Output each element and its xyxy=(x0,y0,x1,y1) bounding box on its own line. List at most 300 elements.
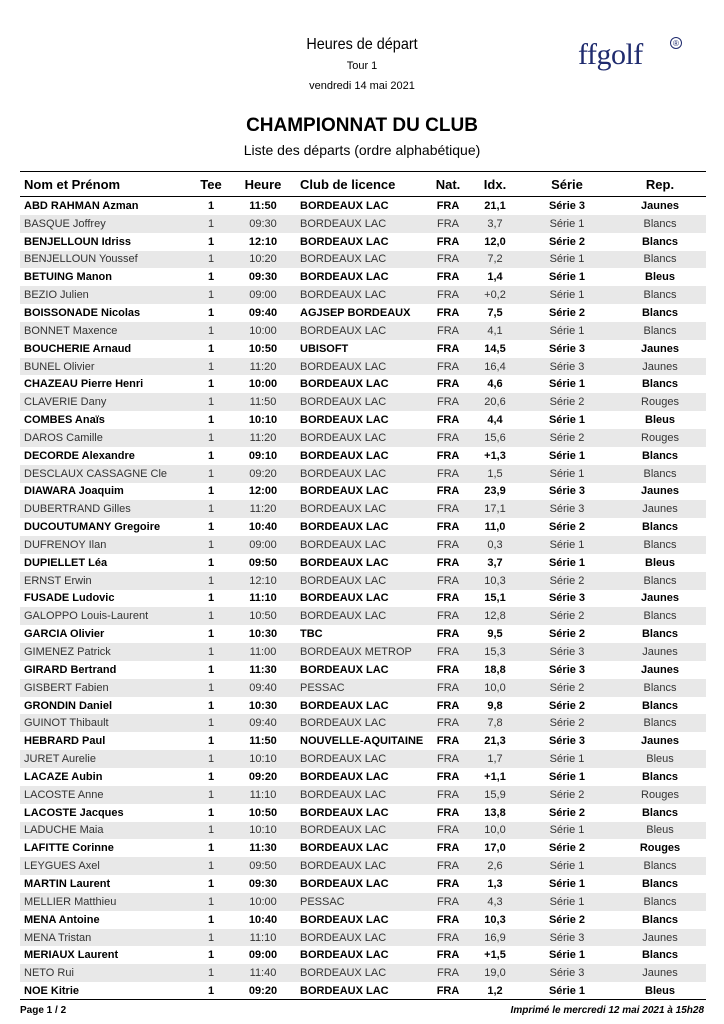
cell-tee: 1 xyxy=(192,251,230,269)
cell-name: DAROS Camille xyxy=(20,429,192,447)
cell-nat: FRA xyxy=(436,556,460,569)
cell-idx: 21,3 xyxy=(484,735,506,748)
cell-idx: 1,4 xyxy=(487,271,503,284)
cell-tee: 1 xyxy=(192,500,230,518)
cell-name: NETO Rui xyxy=(20,964,192,982)
cell-time: 11:10 xyxy=(230,929,296,947)
cell-serie: Série 1 xyxy=(520,322,614,340)
cell-nat: FRA xyxy=(436,842,460,855)
cell-club: BORDEAUX LAC xyxy=(300,770,389,783)
cell-rep: Blancs xyxy=(641,235,679,248)
cell-club: BORDEAUX LAC xyxy=(300,521,389,534)
cell-serie: Série 1 xyxy=(548,985,586,998)
cell-name: HEBRARD Paul xyxy=(24,735,106,748)
cell-idx: 12,8 xyxy=(470,607,520,625)
cell-time: 11:20 xyxy=(230,500,296,518)
cell-rep: Blancs xyxy=(614,893,706,911)
cell-serie: Série 2 xyxy=(520,429,614,447)
cell-name: BETUING Manon xyxy=(24,271,112,284)
cell-rep: Blancs xyxy=(641,378,679,391)
cell-idx: 21,1 xyxy=(484,199,506,212)
cell-tee: 1 xyxy=(192,572,230,590)
start-list-table xyxy=(20,171,706,1000)
cell-idx: +1,3 xyxy=(484,449,506,462)
cell-club: BORDEAUX LAC xyxy=(296,714,426,732)
table-row xyxy=(20,804,706,822)
cell-name: LACOSTE Anne xyxy=(20,786,192,804)
cell-rep: Blancs xyxy=(614,251,706,269)
cell-idx: 15,1 xyxy=(484,592,506,605)
cell-time: 12:00 xyxy=(248,485,278,498)
cell-idx: 10,0 xyxy=(470,679,520,697)
cell-idx: 4,3 xyxy=(470,893,520,911)
cell-nat: FRA xyxy=(426,750,470,768)
cell-club: AGJSEP BORDEAUX xyxy=(300,306,411,319)
cell-time: 10:50 xyxy=(248,342,278,355)
cell-tee: 1 xyxy=(207,735,215,748)
cell-idx: 7,5 xyxy=(487,306,503,319)
cell-nat: FRA xyxy=(426,358,470,376)
cell-tee: 1 xyxy=(192,429,230,447)
cell-tee: 1 xyxy=(207,806,215,819)
cell-tee: 1 xyxy=(207,770,215,783)
round-label: Tour 1 xyxy=(346,60,378,72)
cell-name: LACAZE Aubin xyxy=(24,770,103,783)
cell-time: 09:10 xyxy=(248,449,278,462)
cell-club: BORDEAUX LAC xyxy=(296,393,426,411)
cell-serie: Série 1 xyxy=(520,465,614,483)
cell-rep: Rouges xyxy=(614,786,706,804)
cell-idx: 17,0 xyxy=(484,842,506,855)
cell-name: GALOPPO Louis-Laurent xyxy=(20,607,192,625)
cell-idx: 12,0 xyxy=(484,235,506,248)
cell-nat: FRA xyxy=(426,251,470,269)
cell-tee: 1 xyxy=(207,378,215,391)
cell-rep: Blancs xyxy=(641,913,679,926)
cell-rep: Bleus xyxy=(645,556,675,569)
table-row xyxy=(20,340,706,358)
table-row xyxy=(20,554,706,572)
table-row xyxy=(20,251,706,269)
col-nat: Nat. xyxy=(426,172,470,197)
cell-tee: 1 xyxy=(192,286,230,304)
cell-club: BORDEAUX LAC xyxy=(300,663,389,676)
cell-idx: 10,3 xyxy=(484,913,506,926)
cell-club: UBISOFT xyxy=(300,342,349,355)
cell-name: DUPIELLET Léa xyxy=(24,556,108,569)
cell-serie: Série 2 xyxy=(548,913,586,926)
table-row xyxy=(20,429,706,447)
cell-serie: Série 3 xyxy=(520,643,614,661)
cell-nat: FRA xyxy=(426,822,470,840)
cell-idx: 3,7 xyxy=(470,215,520,233)
cell-serie: Série 2 xyxy=(548,235,586,248)
cell-serie: Série 2 xyxy=(520,786,614,804)
cell-nat: FRA xyxy=(426,215,470,233)
cell-idx: 9,5 xyxy=(487,628,503,641)
cell-name: BUNEL Olivier xyxy=(20,358,192,376)
cell-nat: FRA xyxy=(436,592,460,605)
cell-club: BORDEAUX LAC xyxy=(296,750,426,768)
cell-time: 11:50 xyxy=(249,735,277,748)
cell-name: BEZIO Julien xyxy=(20,286,192,304)
cell-serie: Série 3 xyxy=(548,663,586,676)
cell-nat: FRA xyxy=(426,322,470,340)
cell-idx: 3,7 xyxy=(487,556,503,569)
table-row xyxy=(20,822,706,840)
cell-serie: Série 1 xyxy=(520,536,614,554)
cell-idx: 17,1 xyxy=(470,500,520,518)
cell-serie: Série 2 xyxy=(520,679,614,697)
cell-rep: Rouges xyxy=(639,842,681,855)
cell-club: BORDEAUX LAC xyxy=(300,842,389,855)
cell-time: 12:10 xyxy=(230,572,296,590)
cell-rep: Blancs xyxy=(641,306,679,319)
cell-time: 11:30 xyxy=(249,663,277,676)
cell-rep: Jaunes xyxy=(614,929,706,947)
cell-time: 10:10 xyxy=(230,822,296,840)
cell-idx: 23,9 xyxy=(484,485,506,498)
table-row xyxy=(20,197,706,215)
cell-name: LEYGUES Axel xyxy=(20,857,192,875)
cell-idx: +1,5 xyxy=(484,949,506,962)
cell-time: 10:00 xyxy=(248,378,278,391)
cell-club: BORDEAUX LAC xyxy=(300,485,389,498)
table-row xyxy=(20,732,706,750)
cell-nat: FRA xyxy=(436,770,460,783)
cell-time: 11:10 xyxy=(249,592,277,605)
cell-club: PESSAC xyxy=(296,893,426,911)
cell-idx: 1,5 xyxy=(470,465,520,483)
cell-tee: 1 xyxy=(207,877,215,890)
cell-time: 11:50 xyxy=(249,199,277,212)
cell-tee: 1 xyxy=(207,628,215,641)
cell-time: 11:10 xyxy=(230,786,296,804)
table-row xyxy=(20,679,706,697)
cell-club: BORDEAUX LAC xyxy=(300,699,389,712)
cell-club: BORDEAUX LAC xyxy=(300,199,389,212)
page-number: Page 1 / 2 xyxy=(20,1005,67,1016)
cell-idx: +1,1 xyxy=(484,770,506,783)
cell-name: GISBERT Fabien xyxy=(20,679,192,697)
cell-name: BENJELLOUN Idriss xyxy=(24,235,131,248)
cell-club: BORDEAUX LAC xyxy=(296,929,426,947)
cell-rep: Blancs xyxy=(641,449,679,462)
cell-club: BORDEAUX LAC xyxy=(296,572,426,590)
cell-serie: Série 3 xyxy=(548,342,586,355)
table-row xyxy=(20,375,706,393)
table-row xyxy=(20,714,706,732)
cell-serie: Série 1 xyxy=(520,857,614,875)
table-row xyxy=(20,857,706,875)
cell-rep: Blancs xyxy=(641,806,679,819)
cell-name: LAFITTE Corinne xyxy=(24,842,114,855)
cell-serie: Série 2 xyxy=(548,521,586,534)
cell-tee: 1 xyxy=(192,893,230,911)
cell-time: 10:40 xyxy=(248,913,278,926)
cell-club: BORDEAUX LAC xyxy=(296,322,426,340)
cell-idx: 4,6 xyxy=(487,378,503,391)
cell-time: 09:40 xyxy=(248,306,278,319)
table-row xyxy=(20,697,706,715)
cell-rep: Blancs xyxy=(641,877,679,890)
cell-name: GIRARD Bertrand xyxy=(24,663,117,676)
cell-nat: FRA xyxy=(436,699,460,712)
cell-idx: 10,3 xyxy=(470,572,520,590)
cell-nat: FRA xyxy=(436,342,460,355)
table-row xyxy=(20,518,706,536)
cell-rep: Blancs xyxy=(641,770,679,783)
cell-time: 09:00 xyxy=(230,536,296,554)
cell-time: 10:10 xyxy=(248,414,278,427)
cell-club: BORDEAUX LAC xyxy=(296,964,426,982)
cell-name: ABD RAHMAN Azman xyxy=(24,199,139,212)
cell-club: BORDEAUX LAC xyxy=(300,806,389,819)
table-row xyxy=(20,483,706,501)
cell-name: NOE Kitrie xyxy=(24,985,80,998)
cell-club: TBC xyxy=(300,628,323,641)
cell-club: PESSAC xyxy=(296,679,426,697)
cell-time: 09:30 xyxy=(248,271,278,284)
cell-rep: Bleus xyxy=(645,271,675,284)
cell-time: 10:40 xyxy=(248,521,278,534)
cell-tee: 1 xyxy=(192,322,230,340)
cell-serie: Série 3 xyxy=(520,358,614,376)
cell-tee: 1 xyxy=(192,714,230,732)
cell-name: ERNST Erwin xyxy=(20,572,192,590)
cell-tee: 1 xyxy=(207,592,215,605)
cell-name: DESCLAUX CASSAGNE Cle xyxy=(20,465,192,483)
table-row xyxy=(20,500,706,518)
cell-name: GRONDIN Daniel xyxy=(24,699,113,712)
cell-tee: 1 xyxy=(207,414,215,427)
table-row xyxy=(20,893,706,911)
table-row xyxy=(20,393,706,411)
cell-idx: 2,6 xyxy=(470,857,520,875)
cell-name: DUFRENOY Ilan xyxy=(20,536,192,554)
cell-tee: 1 xyxy=(192,964,230,982)
cell-time: 11:20 xyxy=(230,429,296,447)
cell-nat: FRA xyxy=(426,286,470,304)
cell-time: 10:50 xyxy=(248,806,278,819)
table-row xyxy=(20,964,706,982)
cell-club: BORDEAUX LAC xyxy=(300,235,389,248)
cell-nat: FRA xyxy=(436,271,460,284)
cell-nat: FRA xyxy=(436,414,460,427)
col-time: Heure xyxy=(230,172,296,197)
table-row xyxy=(20,661,706,679)
cell-idx: 10,0 xyxy=(470,822,520,840)
cell-name: GARCIA Olivier xyxy=(24,628,105,641)
cell-tee: 1 xyxy=(192,857,230,875)
cell-nat: FRA xyxy=(426,929,470,947)
cell-rep: Blancs xyxy=(614,536,706,554)
cell-tee: 1 xyxy=(192,536,230,554)
list-subtitle: Liste des départs (ordre alphabétique) xyxy=(243,142,481,158)
cell-nat: FRA xyxy=(426,857,470,875)
cell-tee: 1 xyxy=(207,449,215,462)
cell-rep: Blancs xyxy=(614,286,706,304)
cell-idx: 0,3 xyxy=(470,536,520,554)
cell-rep: Bleus xyxy=(614,822,706,840)
cell-tee: 1 xyxy=(207,485,215,498)
cell-nat: FRA xyxy=(436,877,460,890)
cell-name: COMBES Anaïs xyxy=(24,414,105,427)
cell-time: 11:50 xyxy=(230,393,296,411)
cell-nat: FRA xyxy=(436,628,460,641)
cell-nat: FRA xyxy=(436,913,460,926)
cell-club: BORDEAUX LAC xyxy=(296,822,426,840)
cell-rep: Bleus xyxy=(614,750,706,768)
cell-idx: 18,8 xyxy=(484,663,506,676)
cell-rep: Blancs xyxy=(614,572,706,590)
competition-title: CHAMPIONNAT DU CLUB xyxy=(246,115,478,136)
cell-nat: FRA xyxy=(426,714,470,732)
table-row xyxy=(20,911,706,929)
cell-serie: Série 3 xyxy=(520,929,614,947)
cell-serie: Série 2 xyxy=(548,306,586,319)
cell-club: BORDEAUX LAC xyxy=(300,592,389,605)
cell-rep: Blancs xyxy=(614,679,706,697)
cell-serie: Série 3 xyxy=(548,592,586,605)
cell-time: 10:20 xyxy=(230,251,296,269)
cell-serie: Série 3 xyxy=(548,485,586,498)
cell-time: 09:20 xyxy=(248,985,278,998)
table-header-row xyxy=(20,172,706,197)
cell-idx: 1,7 xyxy=(470,750,520,768)
cell-name: BONNET Maxence xyxy=(20,322,192,340)
table-row xyxy=(20,536,706,554)
cell-serie: Série 1 xyxy=(548,414,586,427)
table-row xyxy=(20,875,706,893)
cell-rep: Jaunes xyxy=(641,342,679,355)
cell-time: 10:30 xyxy=(248,628,278,641)
ffgolf-logo: ffgolf xyxy=(578,38,643,71)
cell-time: 10:00 xyxy=(230,893,296,911)
cell-name: BENJELLOUN Youssef xyxy=(20,251,192,269)
cell-rep: Blancs xyxy=(614,714,706,732)
cell-time: 09:20 xyxy=(248,770,278,783)
cell-nat: FRA xyxy=(436,199,460,212)
cell-name: CHAZEAU Pierre Henri xyxy=(24,378,144,391)
cell-club: BORDEAUX METROP xyxy=(296,643,426,661)
date-label: vendredi 14 mai 2021 xyxy=(309,80,415,92)
cell-nat: FRA xyxy=(436,306,460,319)
cell-rep: Rouges xyxy=(614,393,706,411)
table-row xyxy=(20,786,706,804)
table-row xyxy=(20,750,706,768)
cell-nat: FRA xyxy=(426,429,470,447)
cell-serie: Série 1 xyxy=(548,271,586,284)
cell-idx: 4,1 xyxy=(470,322,520,340)
cell-idx: 19,0 xyxy=(470,964,520,982)
cell-name: LACOSTE Jacques xyxy=(24,806,124,819)
cell-nat: FRA xyxy=(426,679,470,697)
cell-time: 10:00 xyxy=(230,322,296,340)
cell-serie: Série 1 xyxy=(548,877,586,890)
cell-nat: FRA xyxy=(426,643,470,661)
cell-idx: 20,6 xyxy=(470,393,520,411)
cell-idx: 11,0 xyxy=(484,521,506,534)
cell-serie: Série 1 xyxy=(520,215,614,233)
cell-club: BORDEAUX LAC xyxy=(300,949,389,962)
cell-time: 10:30 xyxy=(248,699,278,712)
cell-name: BOISSONADE Nicolas xyxy=(24,306,141,319)
cell-tee: 1 xyxy=(207,699,215,712)
cell-tee: 1 xyxy=(192,786,230,804)
cell-rep: Blancs xyxy=(641,628,679,641)
table-row xyxy=(20,982,706,1000)
cell-serie: Série 3 xyxy=(520,500,614,518)
cell-club: BORDEAUX LAC xyxy=(300,556,389,569)
cell-club: BORDEAUX LAC xyxy=(296,607,426,625)
cell-serie: Série 1 xyxy=(548,770,586,783)
cell-tee: 1 xyxy=(207,199,215,212)
table-row xyxy=(20,304,706,322)
cell-nat: FRA xyxy=(436,985,460,998)
cell-name: CLAVERIE Dany xyxy=(20,393,192,411)
cell-idx: 16,4 xyxy=(470,358,520,376)
cell-serie: Série 2 xyxy=(520,393,614,411)
cell-time: 11:00 xyxy=(230,643,296,661)
cell-rep: Blancs xyxy=(614,215,706,233)
cell-rep: Blancs xyxy=(641,521,679,534)
cell-time: 11:20 xyxy=(230,358,296,376)
cell-club: BORDEAUX LAC xyxy=(296,857,426,875)
cell-name: FUSADE Ludovic xyxy=(24,592,115,605)
cell-rep: Jaunes xyxy=(614,964,706,982)
cell-name: DECORDE Alexandre xyxy=(24,449,135,462)
cell-serie: Série 2 xyxy=(548,842,586,855)
col-club: Club de licence xyxy=(296,172,426,197)
cell-serie: Série 2 xyxy=(548,699,586,712)
cell-rep: Jaunes xyxy=(641,592,679,605)
cell-time: 09:30 xyxy=(248,877,278,890)
cell-rep: Jaunes xyxy=(641,485,679,498)
cell-tee: 1 xyxy=(207,235,215,248)
cell-serie: Série 2 xyxy=(520,607,614,625)
cell-club: NOUVELLE-AQUITAINE xyxy=(300,735,424,748)
cell-nat: FRA xyxy=(436,378,460,391)
cell-club: BORDEAUX LAC xyxy=(300,877,389,890)
cell-serie: Série 1 xyxy=(520,286,614,304)
cell-club: BORDEAUX LAC xyxy=(296,536,426,554)
cell-time: 09:30 xyxy=(230,215,296,233)
cell-nat: FRA xyxy=(426,572,470,590)
cell-serie: Série 1 xyxy=(520,893,614,911)
cell-time: 12:10 xyxy=(248,235,278,248)
cell-idx: 1,2 xyxy=(487,985,503,998)
cell-tee: 1 xyxy=(192,393,230,411)
cell-serie: Série 3 xyxy=(548,199,586,212)
cell-club: BORDEAUX LAC xyxy=(296,786,426,804)
cell-tee: 1 xyxy=(207,913,215,926)
cell-nat: FRA xyxy=(426,786,470,804)
cell-serie: Série 2 xyxy=(520,572,614,590)
cell-club: BORDEAUX LAC xyxy=(300,378,389,391)
document-title: Heures de départ xyxy=(306,36,418,53)
cell-nat: FRA xyxy=(436,806,460,819)
document-header xyxy=(0,0,724,170)
table-row xyxy=(20,607,706,625)
cell-nat: FRA xyxy=(426,393,470,411)
registered-mark-icon: ® xyxy=(670,37,682,49)
cell-rep: Jaunes xyxy=(614,500,706,518)
cell-club: BORDEAUX LAC xyxy=(300,913,389,926)
cell-name: BASQUE Joffrey xyxy=(20,215,192,233)
cell-name: JURET Aurelie xyxy=(20,750,192,768)
cell-serie: Série 1 xyxy=(520,251,614,269)
